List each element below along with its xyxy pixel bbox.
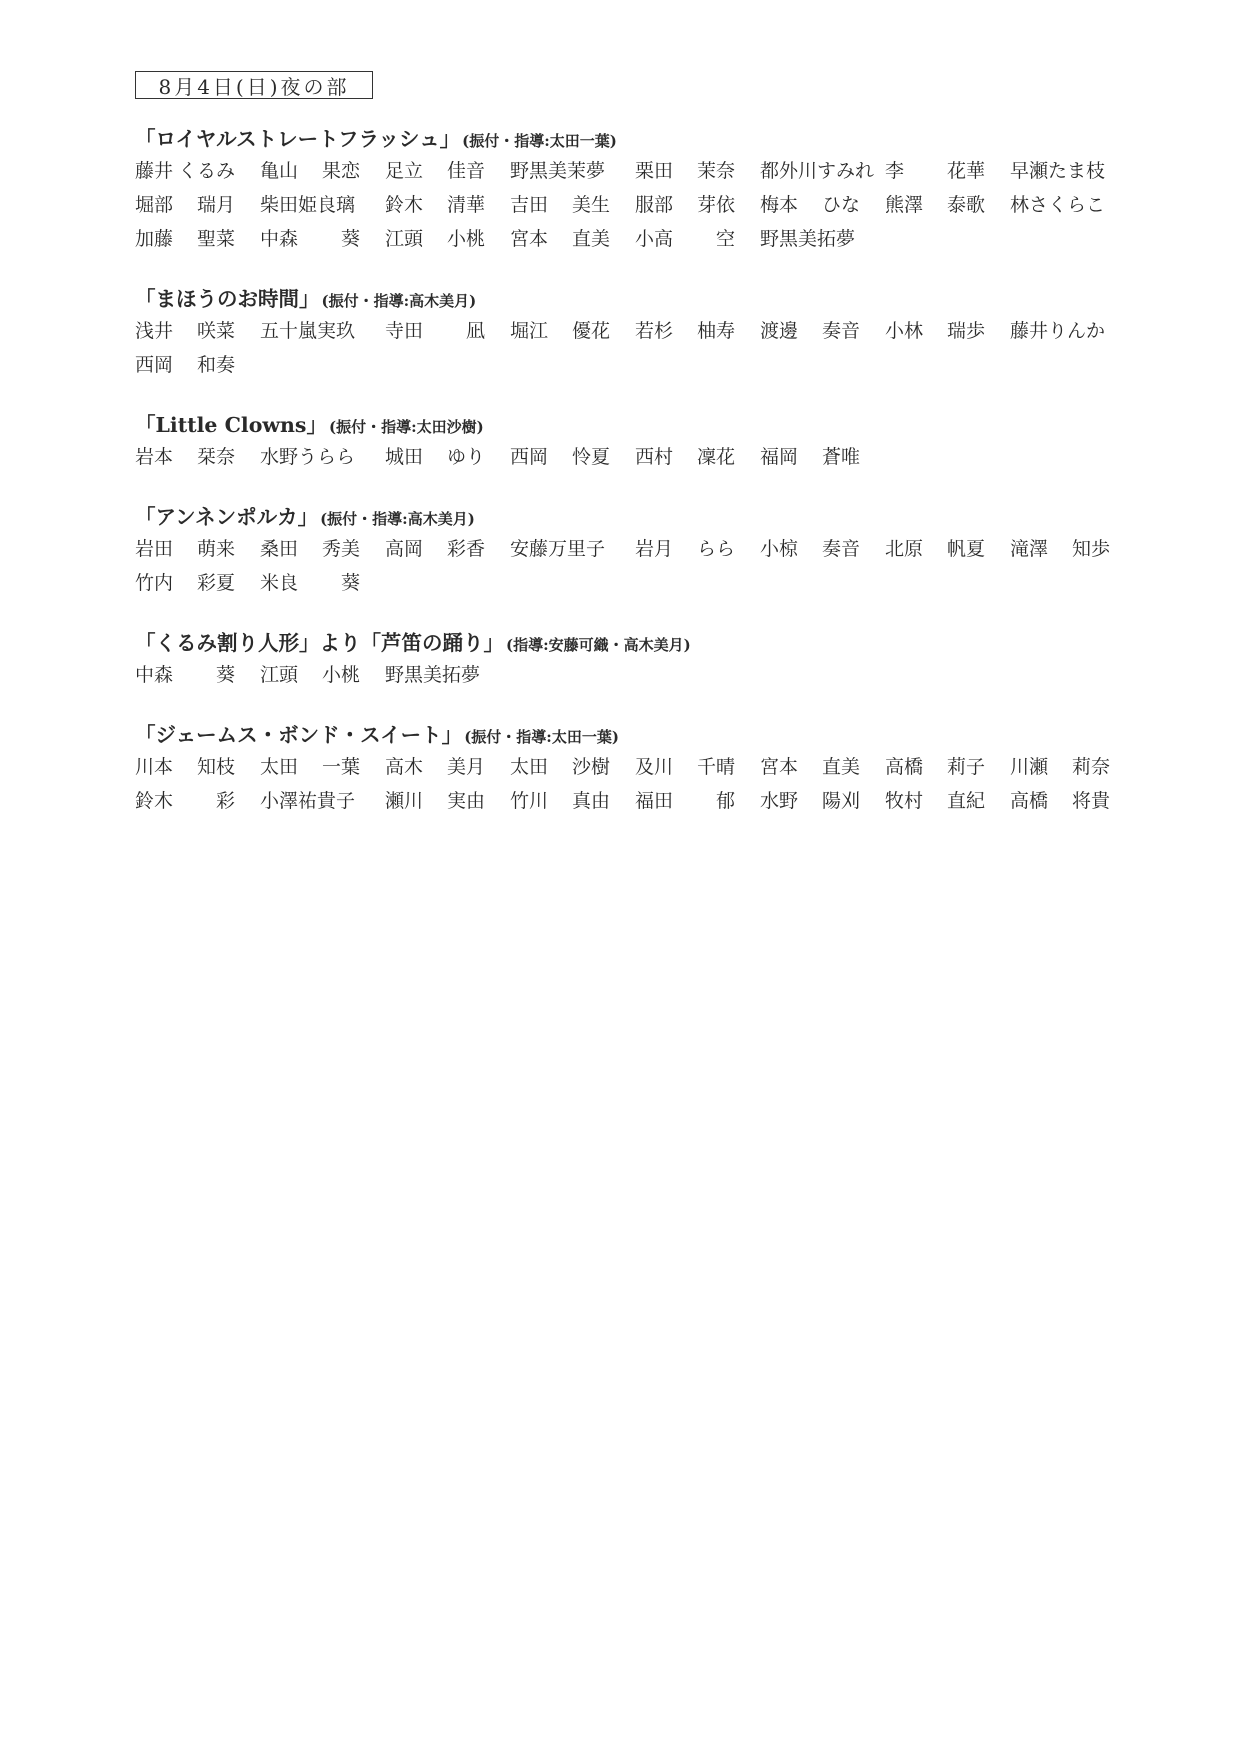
performer-name bbox=[635, 786, 760, 813]
performer-given-name: 怜夏 bbox=[571, 445, 610, 468]
choreography-credit: (振付・指導:太田一葉) bbox=[464, 728, 619, 746]
performer-given-name: 知歩 bbox=[1071, 537, 1110, 560]
performer-name bbox=[260, 442, 385, 469]
performer-given-name: 凜花 bbox=[696, 445, 735, 468]
performer-name bbox=[135, 224, 260, 251]
performer-name bbox=[635, 156, 760, 183]
performer-name bbox=[135, 568, 260, 595]
performer-name bbox=[1010, 534, 1135, 561]
performer-name-part: 福田 bbox=[635, 789, 674, 812]
performer-name-part: 太田 bbox=[510, 755, 549, 778]
performer-row bbox=[135, 438, 1115, 472]
performer-name bbox=[885, 316, 1010, 343]
performer-name-part: 足立 bbox=[385, 159, 424, 182]
performer-name bbox=[135, 442, 260, 469]
performer-name bbox=[510, 534, 635, 561]
performer-name bbox=[260, 660, 385, 687]
performer-name bbox=[385, 660, 510, 687]
performer-name-part: 林さくらこ bbox=[1010, 193, 1106, 216]
performer-name bbox=[385, 224, 510, 251]
performer-given-name: らら bbox=[696, 537, 735, 560]
performer-name-part: 高橋 bbox=[1010, 789, 1049, 812]
performer-name-part: 中森 bbox=[135, 663, 174, 686]
performer-given-name: 柚寿 bbox=[696, 319, 735, 342]
choreography-credit: (振付・指導:高木美月) bbox=[320, 510, 475, 528]
section-heading bbox=[135, 500, 1115, 530]
performer-name bbox=[635, 442, 760, 469]
performer-name-part: 西岡 bbox=[510, 445, 549, 468]
performer-name-part: 高岡 bbox=[385, 537, 424, 560]
performer-name-part: 中森 bbox=[260, 227, 299, 250]
program-sections bbox=[135, 122, 1115, 844]
performer-given-name: 郁 bbox=[715, 789, 735, 812]
performer-name-part: 岩本 bbox=[135, 445, 174, 468]
program-section bbox=[135, 122, 1115, 254]
performer-row bbox=[135, 220, 1115, 254]
performer-given-name: 咲菜 bbox=[196, 319, 235, 342]
performer-name-part: 小林 bbox=[885, 319, 924, 342]
performer-row bbox=[135, 530, 1115, 564]
performer-name-part: 梅本 bbox=[760, 193, 799, 216]
performer-given-name: 芽依 bbox=[696, 193, 735, 216]
performer-name bbox=[260, 316, 385, 343]
performer-given-name: 蒼唯 bbox=[821, 445, 860, 468]
performer-row bbox=[135, 186, 1115, 220]
performer-name-part: 宮本 bbox=[760, 755, 799, 778]
performer-name bbox=[385, 442, 510, 469]
choreography-credit: (振付・指導:太田沙樹) bbox=[328, 418, 484, 436]
performer-given-name: 知枝 bbox=[196, 755, 235, 778]
performer-name-part: 五十嵐実玖 bbox=[260, 319, 356, 342]
program-section bbox=[135, 500, 1115, 598]
performer-given-name: くるみ bbox=[177, 159, 235, 182]
performer-name-part: 浅井 bbox=[135, 319, 174, 342]
section-heading bbox=[135, 122, 1115, 152]
performer-given-name: 真由 bbox=[571, 789, 610, 812]
performer-name-part: 堀江 bbox=[510, 319, 549, 342]
piece-title: 「くるみ割り人形」より「芦笛の踊り」 bbox=[135, 631, 504, 655]
program-section bbox=[135, 718, 1115, 816]
performer-name bbox=[135, 786, 260, 813]
performer-name bbox=[385, 786, 510, 813]
performer-name-part: 瀬川 bbox=[385, 789, 424, 812]
performer-name-part: 城田 bbox=[385, 445, 424, 468]
performer-name-part: 亀山 bbox=[260, 159, 299, 182]
performer-name bbox=[760, 752, 885, 779]
performer-name-part: 加藤 bbox=[135, 227, 174, 250]
performer-name bbox=[385, 534, 510, 561]
performer-name bbox=[510, 786, 635, 813]
performer-name bbox=[385, 190, 510, 217]
performer-name bbox=[760, 316, 885, 343]
performer-name-part: 早瀬たま枝 bbox=[1010, 159, 1106, 182]
performer-name-part: 滝澤 bbox=[1010, 537, 1049, 560]
performer-given-name: ゆり bbox=[446, 445, 485, 468]
choreography-credit: (振付・指導:高木美月) bbox=[321, 292, 477, 310]
performer-name-part: 吉田 bbox=[510, 193, 549, 216]
performer-name bbox=[760, 534, 885, 561]
performer-name bbox=[885, 190, 1010, 217]
performer-given-name: 実由 bbox=[446, 789, 485, 812]
performer-name bbox=[885, 156, 1010, 183]
performer-name bbox=[760, 442, 885, 469]
performer-given-name: 奏音 bbox=[821, 319, 860, 342]
performer-name bbox=[260, 190, 385, 217]
performer-name bbox=[635, 190, 760, 217]
performer-given-name: 奏音 bbox=[821, 537, 860, 560]
performer-given-name: 空 bbox=[715, 227, 735, 250]
performer-name bbox=[385, 316, 510, 343]
performer-given-name: 一葉 bbox=[321, 755, 360, 778]
performer-given-name: 葵 bbox=[340, 227, 360, 250]
performer-given-name: 花華 bbox=[946, 159, 985, 182]
performer-name bbox=[885, 786, 1010, 813]
performer-given-name: 瑞歩 bbox=[946, 319, 985, 342]
performer-name-part: 西村 bbox=[635, 445, 674, 468]
performer-given-name: 小桃 bbox=[321, 663, 360, 686]
performer-row bbox=[135, 312, 1115, 346]
performer-name bbox=[260, 752, 385, 779]
performer-name-part: 柴田姫良璃 bbox=[260, 193, 356, 216]
performer-given-name: 彩 bbox=[215, 789, 235, 812]
performer-given-name: 佳音 bbox=[446, 159, 485, 182]
piece-title: 「アンネンポルカ」 bbox=[135, 505, 319, 529]
performer-name-part: 熊澤 bbox=[885, 193, 924, 216]
performer-name-part: 米良 bbox=[260, 571, 299, 594]
performer-name-part: 藤井 bbox=[135, 159, 174, 182]
performer-name bbox=[510, 156, 635, 183]
performer-name bbox=[635, 316, 760, 343]
performer-name-part: 小高 bbox=[635, 227, 674, 250]
performer-name bbox=[760, 190, 885, 217]
performer-row bbox=[135, 656, 1115, 690]
performer-name bbox=[135, 316, 260, 343]
performer-name bbox=[135, 190, 260, 217]
performer-given-name: 和奏 bbox=[196, 353, 235, 376]
performer-name-part: 太田 bbox=[260, 755, 299, 778]
performer-name-part: 服部 bbox=[635, 193, 674, 216]
section-heading bbox=[135, 626, 1115, 656]
performer-name-part: 桑田 bbox=[260, 537, 299, 560]
performer-name-part: 竹川 bbox=[510, 789, 549, 812]
performer-name bbox=[135, 752, 260, 779]
performer-given-name: 聖菜 bbox=[196, 227, 235, 250]
performer-name bbox=[1010, 316, 1135, 343]
performer-given-name: 直美 bbox=[571, 227, 610, 250]
performer-name-part: 江頭 bbox=[260, 663, 299, 686]
performer-given-name: 沙樹 bbox=[571, 755, 610, 778]
performer-name-part: 及川 bbox=[635, 755, 674, 778]
performer-given-name: ひな bbox=[821, 193, 860, 216]
performer-name bbox=[135, 156, 260, 183]
performer-given-name: 秀美 bbox=[321, 537, 360, 560]
performer-name bbox=[760, 786, 885, 813]
performer-row bbox=[135, 782, 1115, 816]
performer-name-part: 水野うらら bbox=[260, 445, 356, 468]
program-section bbox=[135, 282, 1115, 380]
performer-given-name: 帆夏 bbox=[946, 537, 985, 560]
performer-given-name: 莉子 bbox=[946, 755, 985, 778]
section-heading bbox=[135, 282, 1115, 312]
performer-name bbox=[260, 534, 385, 561]
performer-name-part: 鈴木 bbox=[135, 789, 174, 812]
performer-row bbox=[135, 152, 1115, 186]
performer-name-part: 北原 bbox=[885, 537, 924, 560]
performer-row bbox=[135, 346, 1115, 380]
performer-name-part: 牧村 bbox=[885, 789, 924, 812]
performer-name-part: 高橋 bbox=[885, 755, 924, 778]
performer-name-part: 若杉 bbox=[635, 319, 674, 342]
performer-name-part: 川瀬 bbox=[1010, 755, 1049, 778]
performer-row bbox=[135, 748, 1115, 782]
program-section bbox=[135, 626, 1115, 690]
performer-name-part: 岩月 bbox=[635, 537, 674, 560]
performer-name bbox=[760, 224, 885, 251]
performer-name-part: 安藤万里子 bbox=[510, 537, 606, 560]
piece-title: 「Little Clowns」 bbox=[135, 413, 327, 437]
performer-name-part: 水野 bbox=[760, 789, 799, 812]
performer-given-name: 葵 bbox=[340, 571, 360, 594]
performer-name bbox=[1010, 156, 1135, 183]
performer-name bbox=[510, 442, 635, 469]
performer-name bbox=[260, 568, 385, 595]
performer-name bbox=[635, 752, 760, 779]
performer-given-name: 直紀 bbox=[946, 789, 985, 812]
performer-name bbox=[510, 224, 635, 251]
performer-name bbox=[1010, 786, 1135, 813]
section-heading bbox=[135, 408, 1115, 438]
performer-name-part: 野黒美茉夢 bbox=[510, 159, 606, 182]
performer-given-name: 萌来 bbox=[196, 537, 235, 560]
performer-name-part: 栗田 bbox=[635, 159, 674, 182]
performer-given-name: 優花 bbox=[571, 319, 610, 342]
performer-name-part: 藤井りんか bbox=[1010, 319, 1106, 342]
performer-name-part: 西岡 bbox=[135, 353, 174, 376]
performer-name-part: 高木 bbox=[385, 755, 424, 778]
performer-name bbox=[1010, 752, 1135, 779]
performer-given-name: 将貴 bbox=[1071, 789, 1110, 812]
performer-name bbox=[385, 752, 510, 779]
performer-name-part: 小椋 bbox=[760, 537, 799, 560]
performer-name-part: 竹内 bbox=[135, 571, 174, 594]
performer-given-name: 果恋 bbox=[321, 159, 360, 182]
piece-title: 「ジェームス・ボンド・スイート」 bbox=[135, 723, 463, 747]
performer-name bbox=[135, 350, 260, 377]
performer-name bbox=[885, 752, 1010, 779]
performance-date-label: 8月4日(日)夜の部 bbox=[158, 74, 350, 99]
performer-given-name: 莉奈 bbox=[1071, 755, 1110, 778]
performer-name-part: 渡邊 bbox=[760, 319, 799, 342]
performer-name bbox=[135, 660, 260, 687]
performer-given-name: 陽刈 bbox=[821, 789, 860, 812]
choreography-credit: (振付・指導:太田一葉) bbox=[462, 132, 617, 150]
performer-name-part: 宮本 bbox=[510, 227, 549, 250]
performer-name-part: 川本 bbox=[135, 755, 174, 778]
performer-name bbox=[385, 156, 510, 183]
performer-given-name: 彩香 bbox=[446, 537, 485, 560]
performer-given-name: 泰歌 bbox=[946, 193, 985, 216]
piece-title: 「ロイヤルストレートフラッシュ」 bbox=[135, 127, 461, 151]
performer-name bbox=[260, 786, 385, 813]
performer-name bbox=[510, 752, 635, 779]
performance-date-box bbox=[135, 71, 373, 99]
performer-name-part: 野黒美拓夢 bbox=[760, 227, 856, 250]
performer-given-name: 彩夏 bbox=[196, 571, 235, 594]
performer-name-part: 李 bbox=[885, 159, 905, 182]
performer-given-name: 千晴 bbox=[696, 755, 735, 778]
performer-name-part: 福岡 bbox=[760, 445, 799, 468]
performer-name bbox=[260, 224, 385, 251]
performer-given-name: 葵 bbox=[215, 663, 235, 686]
performer-name bbox=[635, 224, 760, 251]
performer-name bbox=[135, 534, 260, 561]
performer-given-name: 美月 bbox=[446, 755, 485, 778]
performer-given-name: 瑞月 bbox=[196, 193, 235, 216]
performer-name bbox=[260, 156, 385, 183]
performer-given-name: 美生 bbox=[571, 193, 610, 216]
performer-name bbox=[510, 316, 635, 343]
performer-given-name: 栞奈 bbox=[196, 445, 235, 468]
performer-given-name: 茉奈 bbox=[696, 159, 735, 182]
performer-name bbox=[510, 190, 635, 217]
performer-name-part: 岩田 bbox=[135, 537, 174, 560]
performer-given-name: 凪 bbox=[465, 319, 485, 342]
performer-given-name: 直美 bbox=[821, 755, 860, 778]
performer-given-name: 小桃 bbox=[446, 227, 485, 250]
choreography-credit: (指導:安藤可織・高木美月) bbox=[506, 636, 691, 654]
performer-name bbox=[1010, 190, 1135, 217]
piece-title: 「まほうのお時間」 bbox=[135, 287, 320, 311]
performer-name-part: 堀部 bbox=[135, 193, 174, 216]
performer-name-part: 小澤祐貴子 bbox=[260, 789, 356, 812]
performer-name bbox=[760, 156, 885, 183]
performer-name bbox=[885, 534, 1010, 561]
performer-name-part: 鈴木 bbox=[385, 193, 424, 216]
performer-name-part: 江頭 bbox=[385, 227, 424, 250]
performer-name bbox=[635, 534, 760, 561]
performer-given-name: 清華 bbox=[446, 193, 485, 216]
section-heading bbox=[135, 718, 1115, 748]
program-section bbox=[135, 408, 1115, 472]
performer-row bbox=[135, 564, 1115, 598]
performer-name-part: 野黒美拓夢 bbox=[385, 663, 481, 686]
performer-name-part: 寺田 bbox=[385, 319, 424, 342]
performer-name-part: 都外川すみれ bbox=[760, 159, 875, 182]
